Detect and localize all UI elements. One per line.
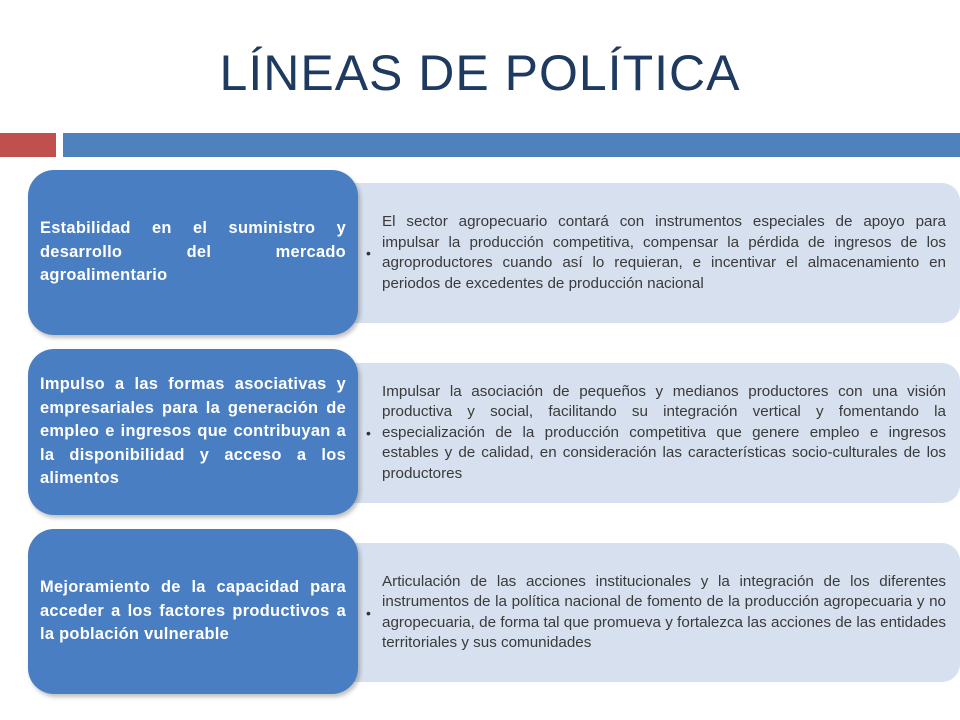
policy-label-text: Mejoramiento de la capacidad para acceder a los factores productivos a la población vulnerable — [40, 578, 346, 644]
policy-description-text: Articulación de las acciones institucionales y la integración de los diferentes instrumentos de la política nacional de fomento de la producción agropecuaria y no agropecuaria, de forma tal que promueva y fortalezca las acciones de las entidades territoriales y sus comunidades — [382, 572, 946, 651]
policy-description-box — [310, 363, 960, 503]
bullet-point: • — [366, 604, 371, 621]
policy-description-box — [310, 183, 960, 323]
policy-label-box — [28, 170, 358, 335]
accent-bar-blue — [63, 133, 960, 157]
slide-title: LÍNEAS DE POLÍTICA — [219, 45, 741, 101]
bullet-point: • — [366, 425, 371, 441]
policy-label-text: Impulso a las formas asociativas y empresariales para la generación de empleo e ingresos que contribuyan a la disponibilidad y acceso a los alimentos — [40, 375, 346, 488]
policy-label-box — [28, 349, 358, 515]
accent-bar-red — [0, 133, 56, 157]
policy-description-text: El sector agropecuario contará con instrumentos especiales de apoyo para impulsar la producción competitiva, compensar la pérdida de ingresos de los agroproductores cuando así lo requieran, e incentivar el almacenamiento en periodos de excedentes de producción nacional — [382, 213, 946, 292]
policy-description-box — [310, 543, 960, 682]
policy-label-box — [28, 529, 358, 694]
policy-description-text: Impulsar la asociación de pequeños y medianos productores con una visión productiva y social, facilitando su integración vertical y fomentando la especialización de la producción competitiva que genere empleo e ingresos estables y de calidad, en consideración las características socio-culturales de los productores — [382, 382, 946, 482]
bullet-point: • — [366, 245, 371, 261]
policy-label-text: Estabilidad en el suministro y desarrollo del mercado agroalimentario — [40, 219, 346, 285]
